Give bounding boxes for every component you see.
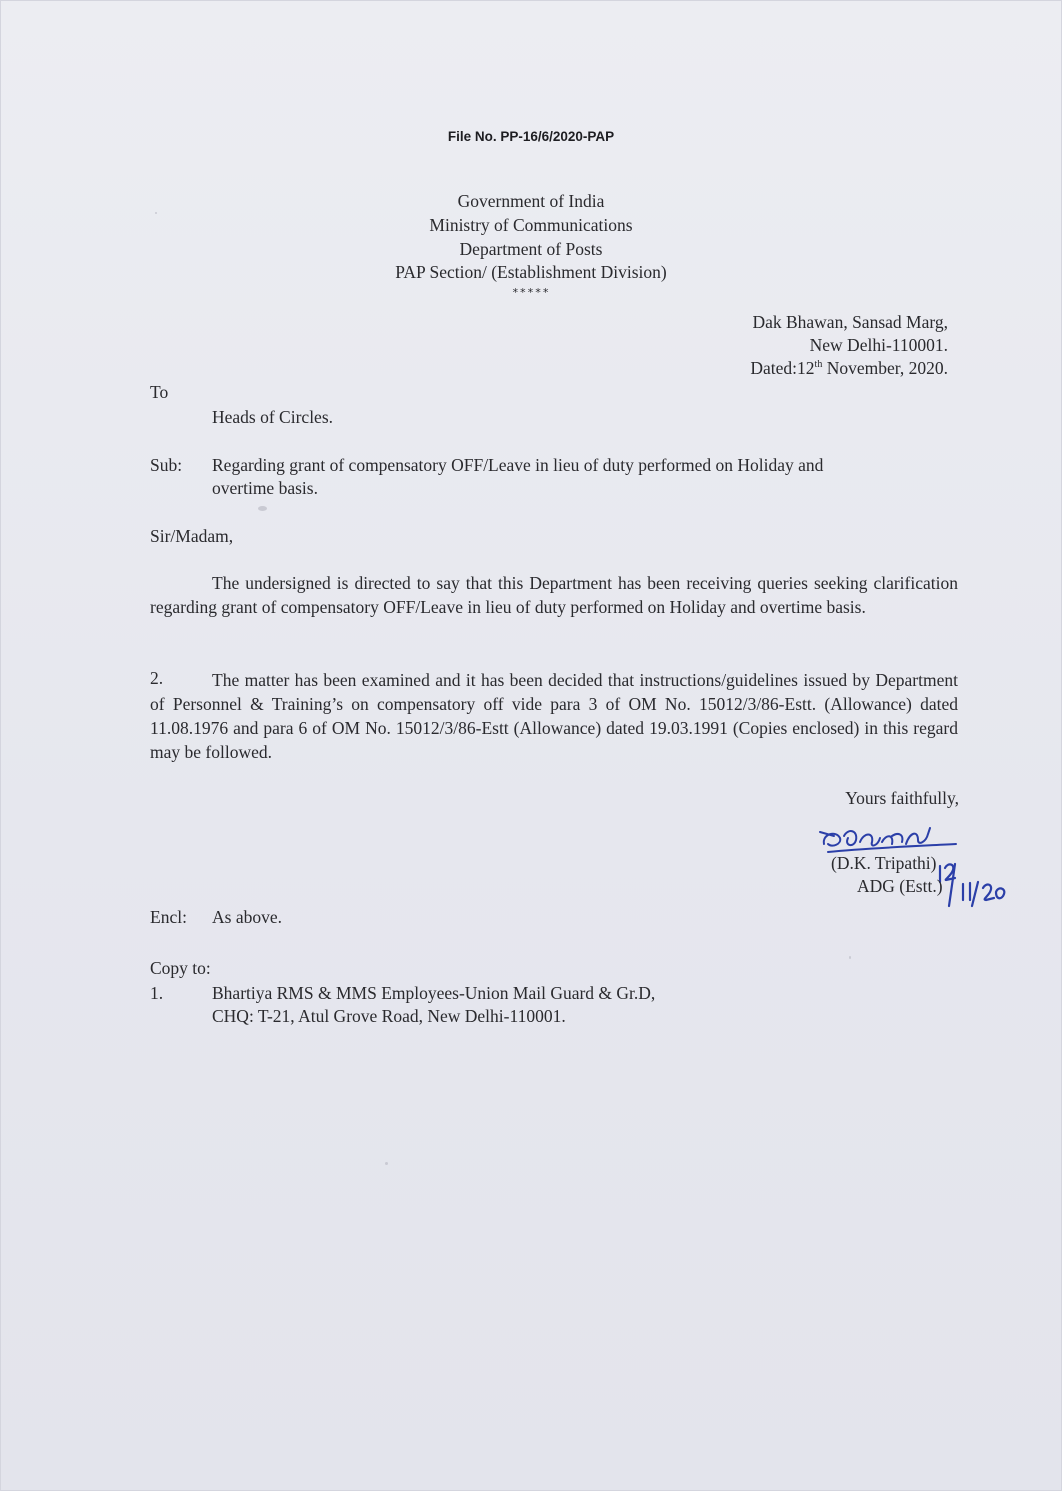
enclosure-label: Encl:: [150, 907, 187, 927]
header-stars: *****: [511, 286, 551, 299]
yours-faithfully: Yours faithfully,: [845, 788, 959, 808]
copy-to-label: Copy to:: [150, 958, 211, 978]
dated-line: [750, 358, 948, 379]
body-paragraph-1: The undersigned is directed to say that this Department has been receiving queries seeking clarification regarding grant of compensatory OFF/Leave in lieu of duty performed on Holiday and overtime basis.: [150, 573, 958, 617]
address-line-2: New Delhi-110001.: [809, 335, 948, 355]
file-number: File No. PP-16/6/2020-PAP: [447, 129, 615, 144]
org-line-ministry: Ministry of Communications: [429, 215, 633, 235]
copy-to-item-number: 1.: [150, 983, 164, 1003]
paragraph-2-number: 2.: [150, 668, 164, 688]
copy-to-item-line-2: CHQ: T-21, Atul Grove Road, New Delhi-110001.: [212, 1006, 566, 1026]
scan-speck: [258, 506, 267, 511]
enclosure-value: As above.: [212, 907, 282, 927]
scan-speck: [155, 212, 157, 214]
dated-prefix: Dated:12: [750, 358, 815, 378]
subject-label: Sub:: [150, 455, 183, 475]
org-line-government: Government of India: [457, 191, 605, 211]
body-paragraph-2: The matter has been examined and it has been decided that instructions/guidelines issued by Department of Personnel & Training’s on compensatory off vide para 3 of OM No. 15012/3/86-Estt. (Allowance) dated 11.08.1976 and para 6 of OM No. 15012/3/86-Estt (Allowance) dated 19.03.1991 (Copies enclosed) in this regard may be followed.: [150, 670, 958, 762]
salutation: Sir/Madam,: [150, 526, 234, 546]
subject-line-1: Regarding grant of compensatory OFF/Leave in lieu of duty performed on Holiday and: [212, 455, 824, 475]
signatory-designation: ADG (Estt.): [857, 876, 943, 896]
subject-line-2: overtime basis.: [212, 478, 318, 498]
dated-suffix: November, 2020.: [822, 358, 948, 378]
address-line-1: Dak Bhawan, Sansad Marg,: [752, 312, 948, 332]
handwritten-date-mark: [938, 862, 1008, 912]
copy-to-item-line-1: Bhartiya RMS & MMS Employees-Union Mail Guard & Gr.D,: [212, 983, 656, 1003]
signatory-name: (D.K. Tripathi): [831, 853, 937, 873]
recipient: Heads of Circles.: [212, 407, 334, 427]
org-line-section: PAP Section/ (Establishment Division): [395, 262, 667, 282]
to-label: To: [150, 382, 169, 402]
dated-superscript: th: [814, 359, 823, 370]
scan-speck: [849, 956, 851, 959]
scan-speck: [385, 1162, 388, 1165]
org-line-department: Department of Posts: [459, 239, 603, 259]
